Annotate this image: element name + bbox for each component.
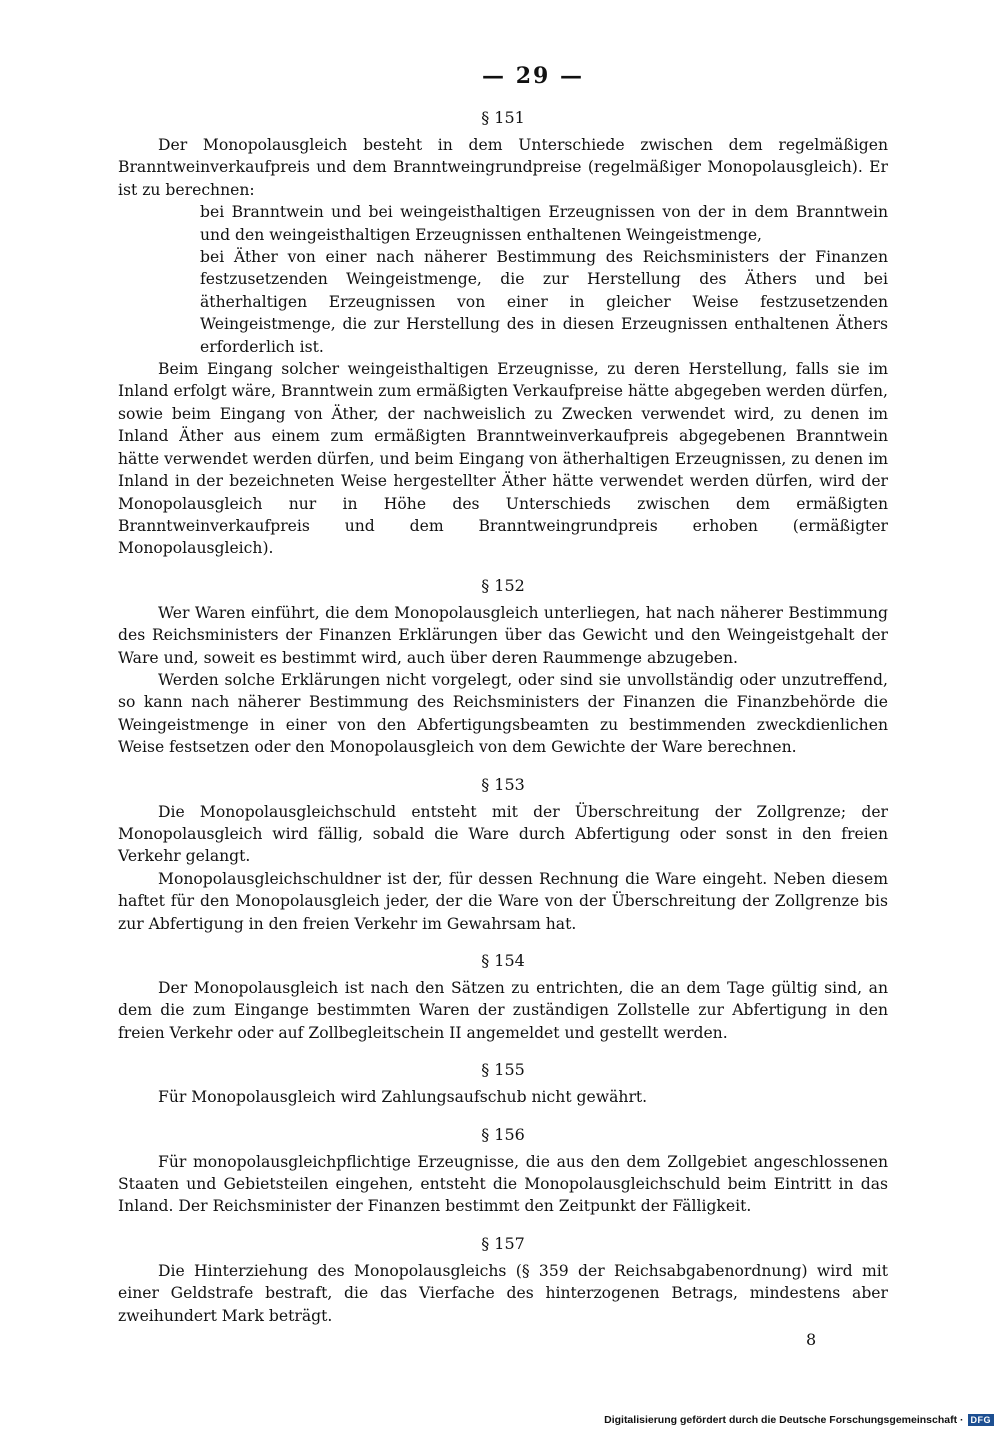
footer	[604, 1414, 994, 1426]
document-page	[118, 58, 888, 1341]
list-item: bei Äther von einer nach näherer Bestimmung des Reichsministers der Finanzen festzusetzenden Weingeistmenge, die zur Herstellung des Äthers und bei ätherhaltigen Erzeugnissen von einer in gleicher Weise festzusetzenden Weingeistmenge, die zur Herstellung des in diesen Erzeugnissen enthaltenen Äthers erforderlich ist.	[200, 248, 888, 356]
section-156	[118, 1123, 888, 1218]
paragraph: Wer Waren einführt, die dem Monopolausgleich unterliegen, hat nach näherer Bestimmung des Reichsministers der Finanzen Erklärungen über das Gewicht und den Weingeistgehalt der Ware und, soweit es bestimmt wird, auch über deren Raummenge abzugeben.	[118, 603, 888, 667]
dfg-logo-icon: DFG	[968, 1414, 995, 1426]
paragraph: Für monopolausgleichpflichtige Erzeugnisse, die aus den dem Zollgebiet angeschlossenen Staaten und Gebietsteilen eingehen, entsteht die Monopolausgleichschuld beim Eintritt in das Inland. Der Reichsminister der Finanzen bestimmt den Zeitpunkt der Fälligkeit.	[118, 1152, 888, 1216]
footer-text: Digitalisierung gefördert durch die Deutsche Forschungsgemeinschaft ·	[604, 1414, 964, 1426]
paragraph: Beim Eingang solcher weingeisthaltigen Erzeugnisse, zu deren Herstellung, falls sie im Inland erfolgt wäre, Branntwein zum ermäßigten Verkaufpreise hätte abgegeben werden dürfen, sowie beim Eingang von Äther, der nachweislich zu Zwecken verwendet wird, zu denen im Inland Äther aus einem zum ermäßigten Branntweinverkaufpreis abgegebenen Branntwein hätte verwendet werden dürfen, und beim Eingang von ätherhaltigen Erzeugnissen, zu denen im Inland in der bezeichneten Weise hergestellter Äther hätte verwendet werden dürfen, wird der Monopolausgleich nur in Höhe des Unterschieds zwischen dem ermäßigten Branntweinverkaufpreis und dem Branntweingrundpreis erhoben (ermäßigter Monopolausgleich).	[118, 360, 888, 558]
section-155	[118, 1058, 888, 1108]
section-153	[118, 773, 888, 935]
indented-list	[200, 201, 888, 358]
section-heading: § 152	[481, 575, 525, 595]
section-heading: § 157	[481, 1233, 525, 1253]
section-152	[118, 574, 888, 759]
section-heading: § 151	[481, 108, 525, 127]
paragraph: Die Hinterziehung des Monopolausgleichs (§ 359 der Reichsabgabenordnung) wird mit einer Geldstrafe bestraft, die das Vierfache des hinterzogenen Betrags, mindestens aber zweihundert Mark beträgt.	[118, 1261, 888, 1325]
paragraph: Der Monopolausgleich besteht in dem Unterschiede zwischen dem regelmäßigen Branntweinverkaufpreis und dem Branntweingrundpreise (regelmäßiger Monopolausgleich). Er ist zu berechnen:	[118, 136, 888, 199]
paragraph: Für Monopolausgleich wird Zahlungsaufschub nicht gewährt.	[158, 1088, 648, 1107]
paragraph: Monopolausgleichschuldner ist der, für dessen Rechnung die Ware eingeht. Neben diesem haftet für den Monopolausgleich jeder, der die Ware von der Überschreitung der Zollgrenze bis zur Abfertigung in den freien Verkehr im Gewahrsam hat.	[118, 869, 888, 933]
paragraph: Werden solche Erklärungen nicht vorgelegt, oder sind sie unvollständig oder unzutreffend, so kann nach näherer Bestimmung des Reichsministers der Finanzen die Finanzbehörde die Weingeistmenge in einer von den Abfertigungsbeamten zu bestimmenden zweckdienlichen Weise festsetzen oder den Monopolausgleich von dem Gewichte der Ware berechnen.	[118, 670, 888, 757]
section-157	[118, 1232, 888, 1327]
section-154	[118, 949, 888, 1044]
section-heading: § 154	[481, 951, 525, 970]
section-151	[118, 106, 888, 560]
section-heading: § 155	[481, 1060, 525, 1080]
paragraph: Die Monopolausgleichschuld entsteht mit der Überschreitung der Zollgrenze; der Monopolausgleich wird fällig, sobald die Ware durch Abfertigung oder sonst in den freien Verkehr gelangt.	[118, 802, 888, 866]
section-heading: § 156	[481, 1124, 525, 1144]
list-item: bei Branntwein und bei weingeisthaltigen Erzeugnissen von der in dem Branntwein und den weingeisthaltigen Erzeugnissen enthaltenen Weingeistmenge,	[200, 203, 888, 244]
section-heading: § 153	[481, 774, 525, 794]
signature-mark: 8	[806, 1330, 817, 1349]
page-number: — 29 —	[482, 63, 584, 89]
paragraph: Der Monopolausgleich ist nach den Sätzen zu entrichten, die an dem Tage gültig sind, an dem die zum Eingange bestimmten Waren der zuständigen Zollstelle zur Abfertigung in den freien Verkehr oder auf Zollbegleitschein II angemeldet und gestellt werden.	[118, 979, 888, 1042]
